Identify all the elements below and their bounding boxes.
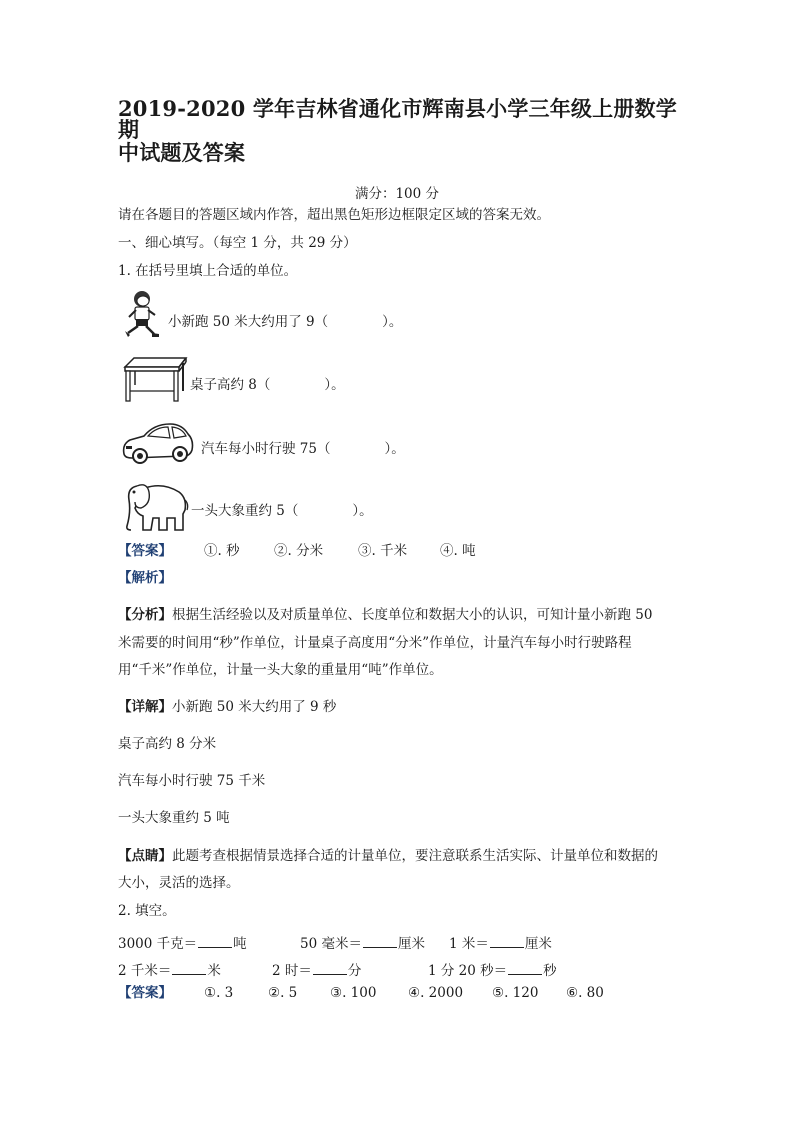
blank-line[interactable] (313, 962, 347, 975)
q1-answer-3: ③. 千米 (358, 543, 408, 559)
q2-answer-2: ②. 5 (268, 985, 298, 1001)
fenxi-line1 (118, 609, 652, 623)
q1-prompt: 1. 在括号里填上合适的单位。 (118, 263, 298, 279)
document-title-line1: 2019-2020 学年吉林省通化市辉南县小学三年级上册数学期 (118, 96, 677, 142)
xiangjie-line2: 桌子高约 8 分米 (118, 736, 217, 752)
q1-answer-row (118, 543, 476, 559)
q2-answer-3: ③. 100 (330, 985, 377, 1001)
q2-answer-6: ⑥. 80 (566, 985, 604, 1001)
table-icon (122, 355, 188, 403)
car-icon (120, 418, 196, 466)
q2-answer-row (118, 985, 604, 1001)
document-title-line2: 中试题及答案 (118, 140, 246, 165)
blank-line[interactable] (198, 935, 232, 948)
fenxi-line2: 米需要的时间用“秒”作单位，计量桌子高度用“分米”作单位，计量汽车每小时行驶路程 (118, 635, 632, 651)
analysis-label: 【解析】 (118, 570, 172, 586)
xiangjie-line4: 一头大象重约 5 吨 (118, 810, 230, 826)
q1-answer-1: ①. 秒 (204, 543, 240, 559)
q2-fill-5: 2 时＝ 分 (272, 963, 362, 979)
instruction-text: 请在各题目的答题区域内作答，超出黑色矩形边框限定区域的答案无效。 (118, 207, 550, 223)
xiangjie-line3: 汽车每小时行驶 75 千米 (118, 773, 266, 789)
elephant-icon (123, 478, 189, 534)
q2-fill-6: 1 分 20 秒＝ 秒 (428, 963, 557, 979)
q2-fill-4: 2 千米＝ 米 (118, 963, 221, 979)
answer-label: 【答案】 (118, 543, 172, 559)
fenxi-line3: 用“千米”作单位，计量一头大象的重量用“吨”作单位。 (118, 662, 443, 678)
q1-item-3-text: 汽车每小时行驶 75（ ）。 (201, 441, 405, 457)
answer-label: 【答案】 (118, 985, 172, 1001)
q2-fill-1: 3000 千克＝ 吨 (118, 936, 247, 952)
q1-item-2-text: 桌子高约 8（ ）。 (190, 377, 345, 393)
xiangjie-text1: 小新跑 50 米大约用了 9 秒 (172, 699, 337, 715)
full-score: 满分：100 分 (354, 186, 440, 202)
dianjing-label: 【点睛】 (118, 848, 172, 864)
xiangjie-label: 【详解】 (118, 699, 172, 715)
q2-fill-3: 1 米＝ 厘米 (449, 936, 552, 952)
q2-fill-2: 50 毫米＝ 厘米 (300, 936, 425, 952)
blank-line[interactable] (172, 962, 206, 975)
dianjing-line2: 大小，灵活的选择。 (118, 875, 240, 891)
q1-answer-4: ④. 吨 (440, 543, 476, 559)
q2-answer-4: ④. 2000 (408, 985, 464, 1001)
running-boy-icon (122, 290, 162, 340)
blank-line[interactable] (490, 935, 524, 948)
q1-item-4-text: 一头大象重约 5（ ）。 (191, 503, 373, 519)
section1-heading: 一、细心填写。（每空 1 分，共 29 分） (118, 235, 357, 251)
dianjing-line1 (118, 850, 658, 864)
fenxi-text1: 根据生活经验以及对质量单位、长度单位和数据大小的认识，可知计量小新跑 50 (172, 607, 653, 623)
blank-line[interactable] (363, 935, 397, 948)
q2-answer-1: ①. 3 (204, 985, 234, 1001)
xiangjie-line1 (118, 701, 336, 715)
fenxi-label: 【分析】 (118, 607, 172, 623)
blank-line[interactable] (508, 962, 542, 975)
q1-item-1-text: 小新跑 50 米大约用了 9（ ）。 (168, 314, 403, 330)
q2-answer-5: ⑤. 120 (492, 985, 539, 1001)
dianjing-text1: 此题考查根据情景选择合适的计量单位，要注意联系生活实际、计量单位和数据的 (172, 848, 658, 864)
q2-prompt: 2. 填空。 (118, 903, 176, 919)
q1-answer-2: ②. 分米 (274, 543, 324, 559)
